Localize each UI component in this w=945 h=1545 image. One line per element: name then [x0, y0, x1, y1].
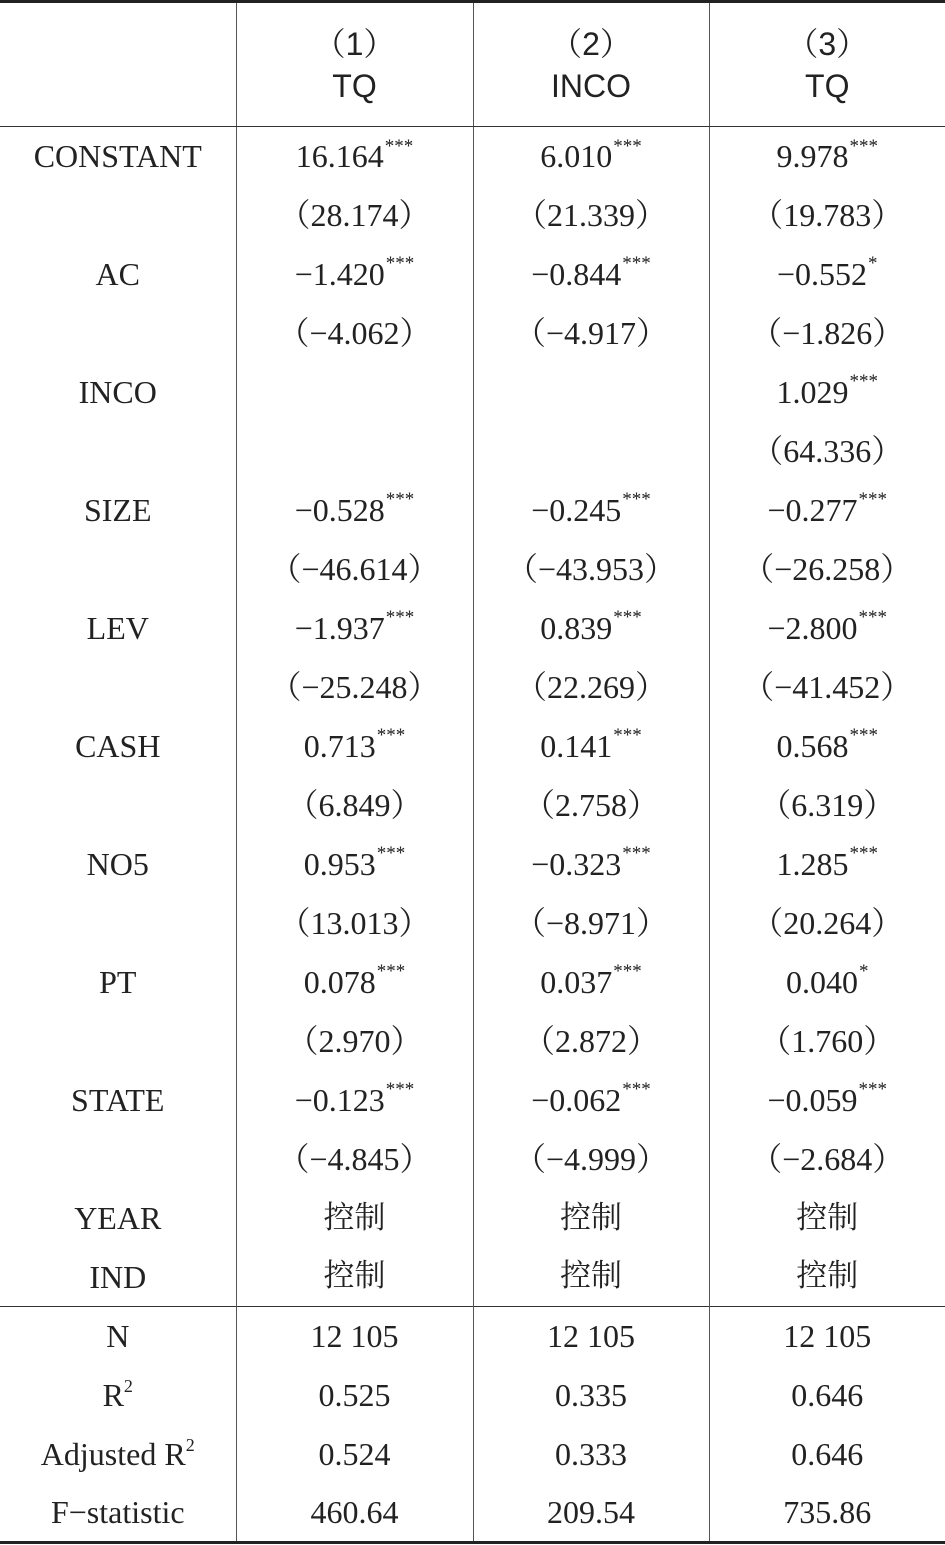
empty-label-cell — [0, 1012, 236, 1071]
control-value: 控制 — [709, 1248, 945, 1307]
control-row — [0, 1248, 945, 1307]
coefficient-cell — [473, 481, 709, 540]
t-statistic-value: （1.760） — [759, 1023, 896, 1059]
variable-label: PT — [99, 964, 137, 1000]
significance-stars: *** — [376, 725, 406, 747]
t-statistic-value: （−4.845） — [277, 1141, 432, 1177]
significance-stars: *** — [849, 843, 878, 865]
coefficient-value: −0.062 — [531, 1082, 622, 1118]
statistic-label: N — [106, 1318, 130, 1355]
significance-stars: *** — [613, 961, 642, 983]
significance-stars: * — [868, 253, 878, 275]
coefficient-cell — [709, 481, 945, 540]
coefficient-value: 0.141 — [540, 728, 613, 764]
coefficient-value: 1.029 — [776, 374, 849, 410]
coefficient-row — [0, 245, 945, 304]
dependent-variable: TQ — [332, 67, 377, 104]
t-statistic-cell — [473, 894, 709, 953]
dependent-variable: TQ — [805, 67, 850, 104]
t-statistic-value: （2.758） — [522, 787, 659, 823]
variable-label: CASH — [75, 728, 161, 764]
significance-stars: *** — [849, 135, 878, 157]
empty-label-cell — [0, 186, 236, 245]
t-statistic-cell — [709, 1130, 945, 1189]
coefficient-cell — [473, 1071, 709, 1130]
statistic-label-cell — [0, 1425, 236, 1484]
t-statistic-value: （6.849） — [286, 787, 423, 823]
variable-label: AC — [95, 256, 140, 292]
t-statistic-value: （−46.614） — [269, 551, 440, 587]
dependent-variable: INCO — [551, 67, 631, 104]
coefficient-cell — [709, 1071, 945, 1130]
t-statistic-cell — [709, 540, 945, 599]
control-value: 控制 — [236, 1248, 473, 1307]
t-statistic-cell — [709, 186, 945, 245]
significance-stars: *** — [376, 843, 406, 865]
statistic-value: 12 105 — [236, 1307, 473, 1366]
t-statistic-cell — [236, 658, 473, 717]
table-header — [0, 2, 945, 127]
coefficient-cell — [236, 127, 473, 186]
statistic-label: R — [102, 1377, 124, 1413]
significance-stars: *** — [385, 489, 415, 511]
variable-label: STATE — [71, 1082, 165, 1118]
statistic-value: 0.335 — [473, 1366, 709, 1425]
variable-label: LEV — [86, 610, 149, 646]
coefficient-value: −2.800 — [767, 610, 858, 646]
significance-stars: *** — [858, 489, 888, 511]
t-statistic-row — [0, 658, 945, 717]
coefficient-cell — [709, 835, 945, 894]
statistic-row — [0, 1366, 945, 1425]
t-statistic-value: （−25.248） — [269, 669, 440, 705]
coefficient-value: −0.245 — [531, 492, 622, 528]
coefficient-cell — [473, 953, 709, 1012]
t-statistic-cell — [709, 422, 945, 481]
t-statistic-cell — [709, 658, 945, 717]
t-statistic-row — [0, 1130, 945, 1189]
t-statistic-row — [0, 304, 945, 363]
empty-label-cell — [0, 304, 236, 363]
coefficient-value: −0.844 — [531, 256, 622, 292]
coefficient-value: −0.552 — [776, 256, 868, 292]
t-statistic-value: （6.319） — [759, 787, 896, 823]
t-statistic-value: （2.872） — [522, 1023, 659, 1059]
significance-stars: *** — [849, 371, 878, 393]
header-column-3 — [709, 2, 945, 127]
t-statistic-cell — [473, 422, 709, 481]
significance-stars: *** — [622, 489, 651, 511]
coefficient-cell — [236, 953, 473, 1012]
t-statistic-cell — [709, 304, 945, 363]
coefficient-value: −1.420 — [294, 256, 385, 292]
t-statistic-row — [0, 1012, 945, 1071]
t-statistic-row — [0, 540, 945, 599]
header-row — [0, 2, 945, 127]
t-statistic-value: （−2.684） — [750, 1141, 905, 1177]
t-statistic-value: （19.783） — [751, 197, 904, 233]
t-statistic-value: （21.339） — [514, 197, 667, 233]
coefficient-cell — [473, 127, 709, 186]
significance-stars: *** — [384, 135, 414, 157]
statistic-value: 735.86 — [709, 1484, 945, 1543]
coefficient-value: −0.323 — [531, 846, 622, 882]
empty-label-cell — [0, 422, 236, 481]
coefficient-cell — [236, 1071, 473, 1130]
statistic-label-cell — [0, 1366, 236, 1425]
coefficient-cell — [236, 481, 473, 540]
statistic-label-cell — [0, 1307, 236, 1366]
coefficient-cell — [473, 717, 709, 776]
coefficient-row — [0, 835, 945, 894]
coefficient-row — [0, 127, 945, 186]
coefficient-cell — [473, 835, 709, 894]
coefficient-value: 0.078 — [303, 964, 376, 1000]
t-statistic-row — [0, 186, 945, 245]
variable-label: CONSTANT — [33, 138, 202, 175]
t-statistic-cell — [473, 776, 709, 835]
statistic-value: 12 105 — [473, 1307, 709, 1366]
statistics-section — [0, 1307, 945, 1543]
control-value: 控制 — [236, 1189, 473, 1248]
t-statistic-cell — [473, 304, 709, 363]
t-statistic-cell — [236, 894, 473, 953]
t-statistic-value: （−4.917） — [513, 315, 669, 351]
control-value: 控制 — [473, 1189, 709, 1248]
column-number: （3） — [786, 25, 869, 62]
coefficient-cell — [473, 245, 709, 304]
superscript: 2 — [123, 1376, 133, 1397]
significance-stars: *** — [622, 253, 651, 275]
empty-label-cell — [0, 894, 236, 953]
coefficient-cell — [473, 363, 709, 422]
coefficient-value: −1.937 — [294, 610, 385, 646]
t-statistic-cell — [709, 776, 945, 835]
t-statistic-value: （28.174） — [278, 197, 431, 233]
t-statistic-cell — [236, 304, 473, 363]
significance-stars: *** — [613, 607, 642, 629]
statistic-value: 0.524 — [236, 1425, 473, 1484]
t-statistic-value: （−8.971） — [513, 905, 669, 941]
significance-stars: *** — [622, 843, 651, 865]
t-statistic-value: （2.970） — [286, 1023, 423, 1059]
coefficient-value: 6.010 — [540, 138, 613, 175]
coefficient-value: −0.123 — [294, 1082, 385, 1118]
coefficient-cell — [709, 717, 945, 776]
t-statistic-row — [0, 776, 945, 835]
header-column-2 — [473, 2, 709, 127]
t-statistic-value: （64.336） — [751, 433, 904, 469]
empty-label-cell — [0, 1130, 236, 1189]
coefficient-cell — [236, 245, 473, 304]
coefficient-cell — [236, 363, 473, 422]
t-statistic-cell — [709, 1012, 945, 1071]
t-statistic-cell — [236, 422, 473, 481]
t-statistic-cell — [236, 1130, 473, 1189]
significance-stars: * — [859, 961, 869, 983]
coefficient-row — [0, 717, 945, 776]
empty-label-cell — [0, 776, 236, 835]
control-value: 控制 — [473, 1248, 709, 1307]
coefficient-row — [0, 363, 945, 422]
column-number: （1） — [313, 25, 396, 62]
t-statistic-cell — [236, 776, 473, 835]
statistic-value: 0.525 — [236, 1366, 473, 1425]
coefficient-cell — [709, 599, 945, 658]
coefficient-cell — [236, 717, 473, 776]
variable-label: SIZE — [83, 492, 152, 528]
variable-label: INCO — [78, 374, 157, 410]
control-value: 控制 — [709, 1189, 945, 1248]
t-statistic-cell — [473, 1012, 709, 1071]
coefficient-value: 0.839 — [540, 610, 613, 646]
t-statistic-cell — [473, 186, 709, 245]
statistic-value: 460.64 — [236, 1484, 473, 1543]
statistic-row — [0, 1484, 945, 1543]
empty-label-cell — [0, 658, 236, 717]
coefficient-value: −0.277 — [767, 492, 858, 528]
t-statistic-value: （13.013） — [278, 905, 431, 941]
coefficient-value: 0.568 — [776, 728, 849, 764]
t-statistic-cell — [236, 1012, 473, 1071]
statistic-label: F−statistic — [50, 1494, 185, 1531]
statistic-value: 0.333 — [473, 1425, 709, 1484]
coefficient-cell — [236, 835, 473, 894]
t-statistic-cell — [473, 540, 709, 599]
coefficient-value: 16.164 — [295, 138, 384, 175]
statistic-row — [0, 1307, 945, 1366]
t-statistic-cell — [236, 186, 473, 245]
coefficient-cell — [473, 599, 709, 658]
superscript: 2 — [185, 1435, 195, 1456]
t-statistic-row — [0, 894, 945, 953]
statistic-value: 0.646 — [709, 1425, 945, 1484]
significance-stars: *** — [622, 1079, 651, 1101]
coefficient-section — [0, 127, 945, 1307]
empty-label-cell — [0, 540, 236, 599]
coefficient-cell — [236, 599, 473, 658]
t-statistic-value: （−4.999） — [513, 1141, 669, 1177]
t-statistic-value: （−1.826） — [750, 315, 905, 351]
coefficient-value: −0.528 — [294, 492, 385, 528]
t-statistic-value: （−43.953） — [505, 551, 677, 587]
control-label: YEAR — [74, 1200, 162, 1236]
t-statistic-value: （22.269） — [514, 669, 667, 705]
coefficient-cell — [709, 127, 945, 186]
coefficient-cell — [709, 953, 945, 1012]
significance-stars: *** — [849, 725, 878, 747]
t-statistic-value: （−4.062） — [277, 315, 432, 351]
coefficient-value: 0.037 — [540, 964, 613, 1000]
significance-stars: *** — [858, 607, 888, 629]
coefficient-value: 0.713 — [303, 728, 376, 764]
variable-label: NO5 — [86, 846, 149, 882]
statistic-value: 209.54 — [473, 1484, 709, 1543]
significance-stars: *** — [613, 135, 642, 157]
significance-stars: *** — [858, 1079, 888, 1101]
coefficient-value: 0.040 — [786, 964, 858, 1000]
coefficient-value: 0.953 — [303, 846, 376, 882]
coefficient-row — [0, 599, 945, 658]
coefficient-value: 1.285 — [776, 846, 849, 882]
coefficient-value: 9.978 — [776, 138, 849, 175]
statistic-label: Adjusted R — [40, 1436, 186, 1472]
significance-stars: *** — [385, 1079, 415, 1101]
significance-stars: *** — [613, 725, 642, 747]
header-corner — [0, 2, 236, 127]
significance-stars: *** — [376, 961, 406, 983]
significance-stars: *** — [385, 253, 415, 275]
t-statistic-row — [0, 422, 945, 481]
statistic-value: 12 105 — [709, 1307, 945, 1366]
statistic-value: 0.646 — [709, 1366, 945, 1425]
control-label: IND — [89, 1258, 147, 1295]
coefficient-value: −0.059 — [767, 1082, 858, 1118]
coefficient-row — [0, 481, 945, 540]
coefficient-cell — [709, 363, 945, 422]
coefficient-cell — [709, 245, 945, 304]
t-statistic-cell — [236, 540, 473, 599]
column-number: （2） — [550, 25, 632, 62]
significance-stars: *** — [385, 607, 415, 629]
control-row — [0, 1189, 945, 1248]
t-statistic-value: （20.264） — [751, 905, 904, 941]
coefficient-row — [0, 1071, 945, 1130]
t-statistic-cell — [473, 1130, 709, 1189]
statistic-label-cell — [0, 1484, 236, 1543]
t-statistic-value: （−26.258） — [742, 551, 913, 587]
coefficient-row — [0, 953, 945, 1012]
t-statistic-cell — [473, 658, 709, 717]
t-statistic-cell — [709, 894, 945, 953]
header-column-1 — [236, 2, 473, 127]
t-statistic-value: （−41.452） — [742, 669, 913, 705]
statistic-row — [0, 1425, 945, 1484]
